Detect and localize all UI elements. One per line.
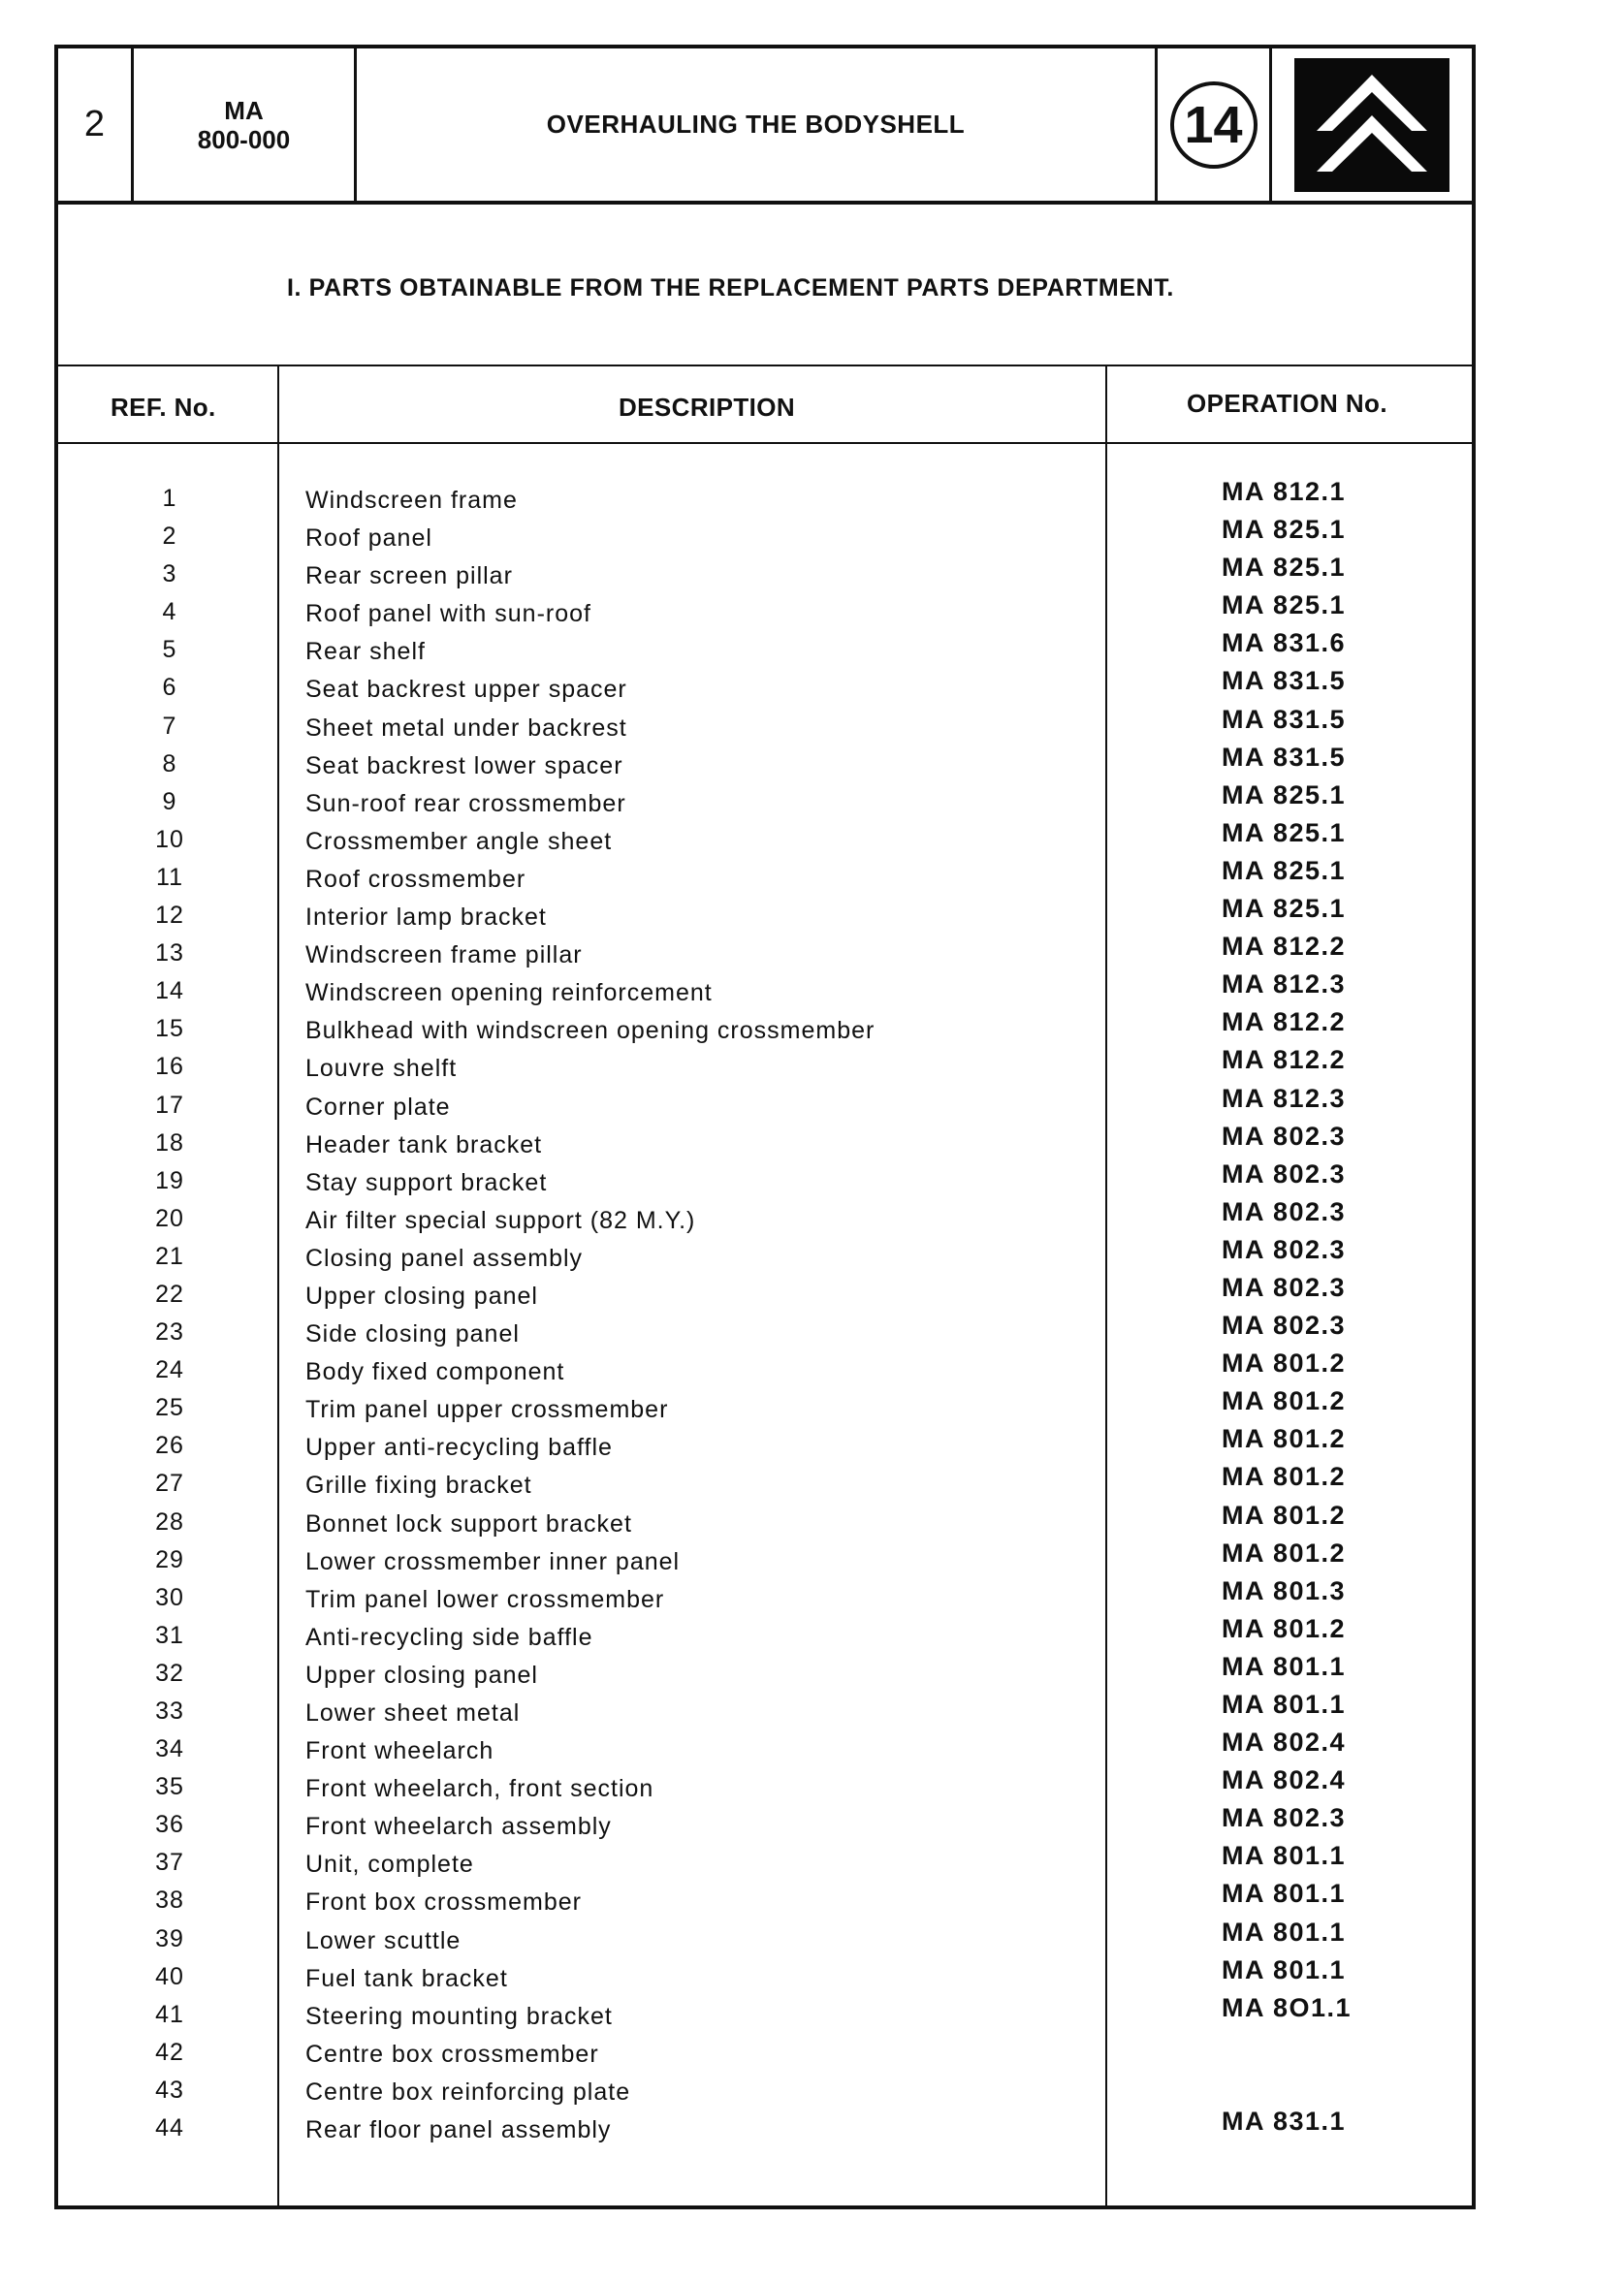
operation-number: MA 801.2 — [1222, 1424, 1347, 1454]
part-description: Header tank bracket — [305, 1130, 543, 1158]
part-description: Front box crossmember — [305, 1888, 582, 1917]
ref-number: 43 — [155, 2076, 184, 2104]
logo-cell — [1272, 48, 1472, 201]
operation-number: MA 812.2 — [1222, 1007, 1347, 1037]
part-description: Stay support bracket — [305, 1168, 548, 1196]
divider-line — [58, 442, 1472, 444]
ref-number: 44 — [155, 2114, 184, 2142]
part-description: Front wheelarch assembly — [305, 1813, 612, 1841]
citroen-logo-icon — [1294, 58, 1449, 192]
table-row — [58, 2037, 1472, 2075]
ref-number: 3 — [162, 560, 177, 588]
part-description: Windscreen opening reinforcement — [305, 979, 713, 1007]
operation-number: MA 801.3 — [1222, 1575, 1347, 1605]
part-description: Sheet metal under backrest — [305, 714, 627, 742]
ref-number: 36 — [155, 1811, 184, 1839]
part-description: Upper closing panel — [305, 1661, 538, 1689]
ref-number: 35 — [155, 1773, 184, 1801]
part-description: Rear screen pillar — [305, 562, 513, 590]
operation-number: MA 825.1 — [1222, 855, 1347, 885]
ref-number: 41 — [155, 2000, 184, 2028]
ref-number: 23 — [155, 1318, 184, 1347]
operation-number: MA 825.1 — [1222, 553, 1347, 583]
part-description: Roof panel — [305, 524, 432, 553]
part-description: Bulkhead with windscreen opening crossmember — [305, 1017, 876, 1045]
section-number: 14 — [1170, 81, 1258, 169]
part-description: Centre box reinforcing plate — [305, 2078, 631, 2106]
parts-list — [58, 477, 1472, 2150]
part-description: Seat backrest upper spacer — [305, 676, 627, 704]
ref-number: 25 — [155, 1394, 184, 1422]
ref-number: 26 — [155, 1432, 184, 1460]
part-description: Steering mounting bracket — [305, 2002, 613, 2030]
part-description: Unit, complete — [305, 1851, 474, 1879]
operation-number: MA 825.1 — [1222, 894, 1347, 924]
operation-number: MA 802.3 — [1222, 1196, 1347, 1226]
document-title: OVERHAULING THE BODYSHELL — [357, 48, 1158, 201]
operation-number: MA 831.5 — [1222, 742, 1347, 772]
operation-number: MA 802.3 — [1222, 1234, 1347, 1264]
divider-line — [58, 365, 1472, 366]
part-description: Centre box crossmember — [305, 2040, 599, 2068]
part-description: Roof panel with sun-roof — [305, 600, 591, 628]
operation-number: MA 831.6 — [1222, 628, 1347, 658]
operation-number: MA 802.4 — [1222, 1765, 1347, 1795]
operation-number: MA 802.3 — [1222, 1158, 1347, 1189]
manual-code-line2: 800-000 — [197, 124, 291, 154]
operation-number: MA 801.2 — [1222, 1386, 1347, 1416]
part-description: Interior lamp bracket — [305, 904, 547, 932]
ref-number: 10 — [155, 825, 184, 853]
ref-number: 9 — [162, 787, 177, 815]
part-description: Crossmember angle sheet — [305, 827, 613, 855]
part-description: Upper closing panel — [305, 1282, 538, 1310]
ref-number: 6 — [162, 674, 177, 702]
ref-number: 31 — [155, 1621, 184, 1649]
part-description: Windscreen frame pillar — [305, 941, 583, 969]
ref-number: 2 — [162, 523, 177, 551]
ref-number: 34 — [155, 1735, 184, 1763]
part-description: Lower scuttle — [305, 1926, 462, 1954]
operation-number: MA 801.1 — [1222, 1841, 1347, 1871]
ref-number: 4 — [162, 598, 177, 626]
section-title: I. PARTS OBTAINABLE FROM THE REPLACEMENT PARTS DEPARTMENT. — [287, 274, 1174, 301]
operation-number: MA 831.5 — [1222, 666, 1347, 696]
operation-number: MA 825.1 — [1222, 515, 1347, 545]
part-description: Closing panel assembly — [305, 1244, 584, 1272]
operation-number: MA 812.3 — [1222, 1083, 1347, 1113]
operation-number: MA 801.2 — [1222, 1613, 1347, 1643]
manual-code — [134, 48, 357, 201]
operation-number: MA 825.1 — [1222, 817, 1347, 847]
operation-number: MA 801.1 — [1222, 1879, 1347, 1909]
operation-number: MA 801.1 — [1222, 1917, 1347, 1947]
part-description: Roof crossmember — [305, 865, 526, 893]
ref-number: 27 — [155, 1470, 184, 1498]
part-description: Body fixed component — [305, 1358, 565, 1386]
operation-number: MA 801.2 — [1222, 1500, 1347, 1530]
part-description: Front wheelarch, front section — [305, 1775, 654, 1803]
ref-number: 21 — [155, 1242, 184, 1270]
section-number-cell — [1158, 48, 1272, 201]
ref-number: 19 — [155, 1166, 184, 1194]
table-row — [58, 1992, 1472, 2037]
operation-number: MA 801.1 — [1222, 1954, 1347, 1984]
part-description: Lower crossmember inner panel — [305, 1547, 681, 1575]
part-description: Louvre shelft — [305, 1055, 458, 1083]
operation-number: MA 801.2 — [1222, 1462, 1347, 1492]
ref-number: 11 — [156, 863, 183, 891]
part-description: Front wheelarch — [305, 1737, 494, 1765]
ref-number: 42 — [155, 2038, 184, 2066]
ref-number: 40 — [155, 1962, 184, 1990]
ref-number: 29 — [155, 1545, 184, 1573]
ref-number: 14 — [155, 977, 184, 1005]
operation-number: MA 801.2 — [1222, 1538, 1347, 1568]
ref-number: 13 — [155, 939, 184, 968]
ref-number: 28 — [155, 1507, 184, 1536]
page-number: 2 — [58, 48, 134, 201]
ref-number: 38 — [155, 1887, 184, 1915]
part-description: Air filter special support (82 M.Y.) — [305, 1206, 696, 1234]
operation-number: MA 801.2 — [1222, 1348, 1347, 1379]
ref-number: 17 — [155, 1091, 184, 1119]
operation-number: MA 802.3 — [1222, 1311, 1347, 1341]
operation-number: MA 831.5 — [1222, 704, 1347, 734]
part-description: Upper anti-recycling baffle — [305, 1434, 613, 1462]
part-description: Windscreen frame — [305, 487, 518, 514]
ref-number: 1 — [162, 485, 177, 512]
operation-number: MA 812.2 — [1222, 1045, 1347, 1075]
ref-number: 24 — [155, 1356, 184, 1384]
column-header-ref: REF. No. — [111, 393, 216, 422]
page-header — [54, 45, 1476, 205]
column-header-operation: OPERATION No. — [1187, 389, 1387, 418]
operation-number: MA 802.4 — [1222, 1728, 1347, 1758]
ref-number: 39 — [155, 1924, 184, 1952]
part-description: Trim panel lower crossmember — [305, 1585, 665, 1613]
part-description: Side closing panel — [305, 1320, 520, 1348]
part-description: Bonnet lock support bracket — [305, 1509, 632, 1538]
part-description: Rear shelf — [305, 638, 426, 666]
ref-number: 33 — [155, 1697, 184, 1725]
operation-number: MA 825.1 — [1222, 779, 1347, 809]
operation-number: MA 8O1.1 — [1222, 1992, 1353, 2022]
ref-number: 12 — [155, 902, 184, 930]
operation-number: MA 812.3 — [1222, 969, 1347, 999]
part-description: Sun-roof rear crossmember — [305, 789, 626, 817]
operation-number: MA 831.1 — [1222, 2107, 1347, 2137]
ref-number: 37 — [155, 1849, 184, 1877]
ref-number: 7 — [162, 712, 177, 740]
ref-number: 18 — [155, 1128, 184, 1157]
part-description: Rear floor panel assembly — [305, 2116, 612, 2144]
column-header-description: DESCRIPTION — [619, 393, 796, 422]
part-description: Fuel tank bracket — [305, 1964, 508, 1992]
parts-table-frame — [54, 205, 1476, 2209]
operation-number: MA 812.1 — [1222, 477, 1347, 506]
part-description: Corner plate — [305, 1093, 451, 1121]
manual-code-line1: MA — [224, 95, 264, 125]
ref-number: 8 — [162, 749, 177, 777]
operation-number: MA 825.1 — [1222, 590, 1347, 620]
ref-number: 30 — [155, 1583, 184, 1611]
table-row — [58, 2107, 1472, 2150]
part-description: Lower sheet metal — [305, 1699, 521, 1727]
part-description: Grille fixing bracket — [305, 1472, 532, 1500]
operation-number: MA 801.1 — [1222, 1690, 1347, 1719]
part-description: Trim panel upper crossmember — [305, 1396, 669, 1424]
operation-number: MA 802.3 — [1222, 1803, 1347, 1833]
ref-number: 16 — [155, 1053, 184, 1081]
ref-number: 32 — [155, 1659, 184, 1687]
operation-number: MA 812.2 — [1222, 932, 1347, 962]
operation-number: MA 802.3 — [1222, 1272, 1347, 1302]
ref-number: 15 — [155, 1015, 184, 1043]
operation-number: MA 801.1 — [1222, 1651, 1347, 1681]
part-description: Seat backrest lower spacer — [305, 751, 623, 779]
ref-number: 22 — [155, 1280, 184, 1308]
part-description: Anti-recycling side baffle — [305, 1623, 593, 1651]
ref-number: 20 — [155, 1204, 184, 1232]
ref-number: 5 — [162, 636, 177, 664]
operation-number: MA 802.3 — [1222, 1121, 1347, 1151]
